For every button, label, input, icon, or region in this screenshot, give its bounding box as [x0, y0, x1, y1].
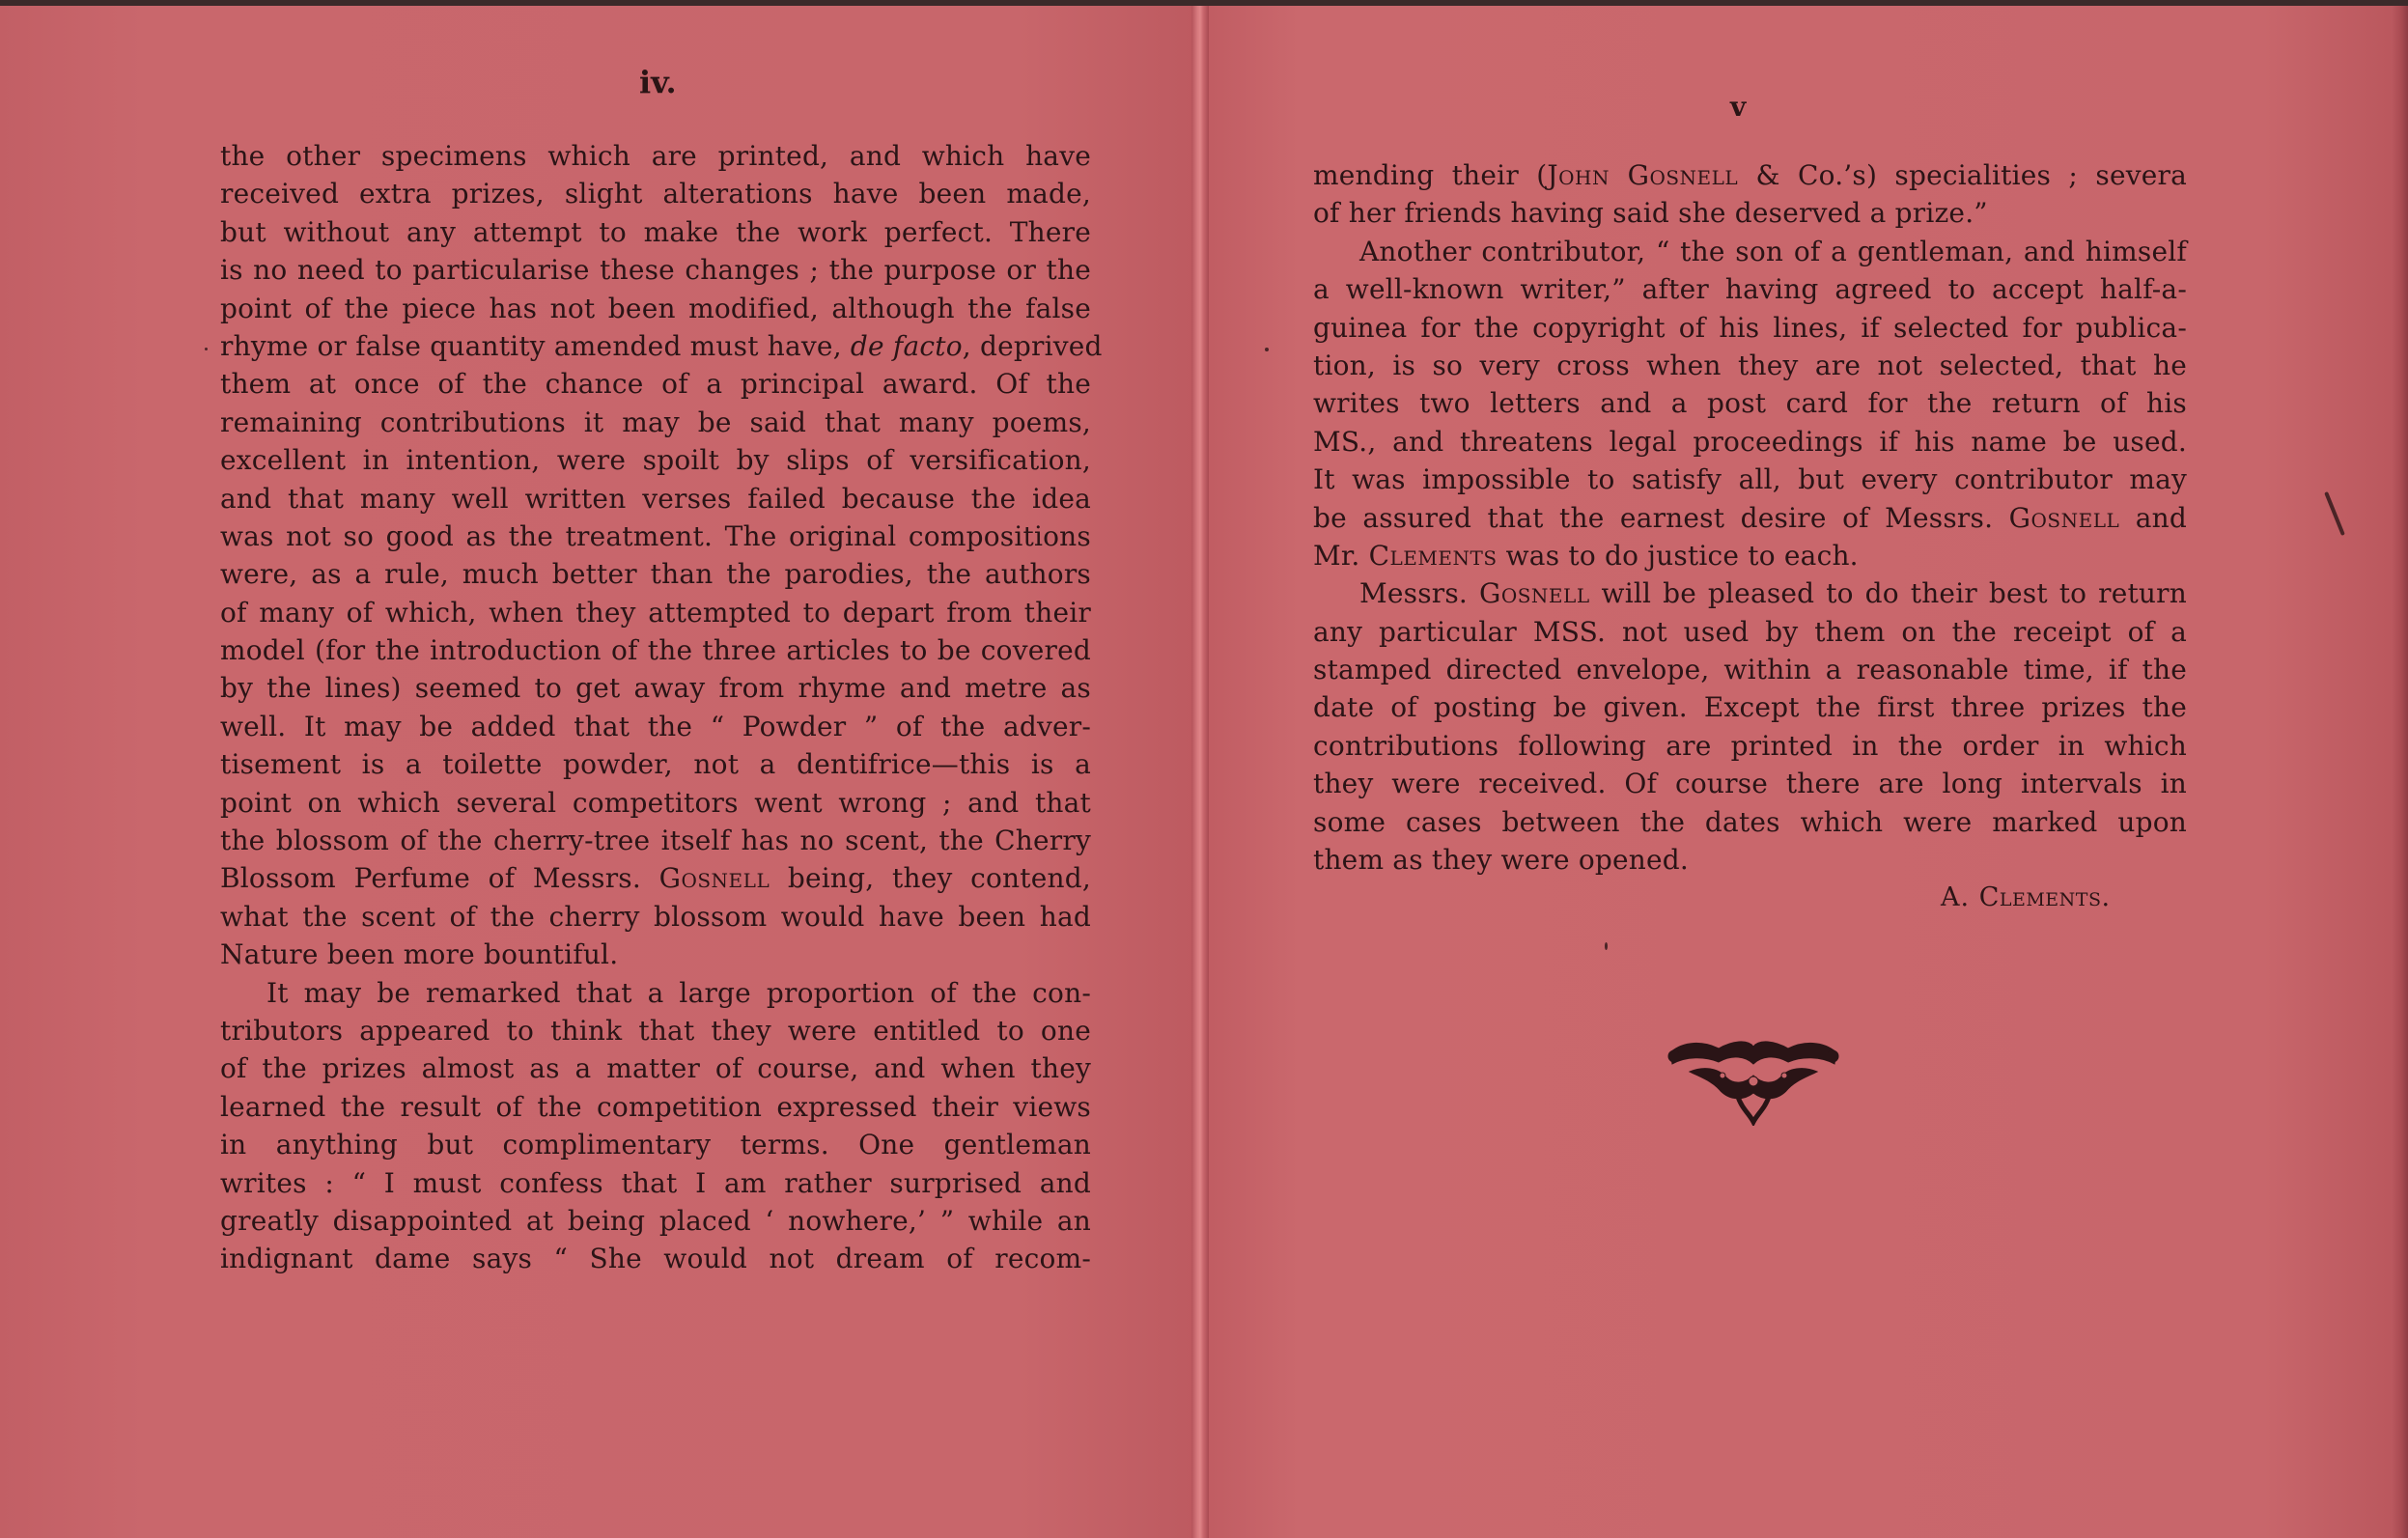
small-caps-name: Clements	[1368, 539, 1498, 572]
text-line: of her friends having said she deserved a prize.”	[1313, 197, 1988, 230]
paper-speck	[1605, 942, 1608, 950]
text-line	[1313, 574, 2187, 612]
text-segment: rhyme or false quantity amended must have,	[220, 329, 842, 362]
text-line: the blossom of the cherry-tree itself has no scent, the Cherry	[220, 825, 1091, 857]
text-line: remaining contributions it may be said that many poems,	[220, 405, 1091, 438]
text-line	[1313, 537, 2187, 574]
text-line: received extra prizes, slight alterations have been made,	[220, 178, 1091, 210]
text-line: any particular MSS. not used by them on the receipt of a	[1313, 615, 2187, 648]
text-line: a well-known writer,” after having agreed to accept half-a-	[1313, 273, 2187, 306]
small-caps-name: Gosnell	[2008, 501, 2120, 534]
text-segment: Mr.	[1313, 539, 1360, 572]
text-line: in anything but complimentary terms. One gentleman	[220, 1129, 1091, 1161]
text-line: model (for the introduction of the three articles to be covered	[220, 634, 1091, 667]
text-line: Another contributor, “ the son of a gentleman, and himself	[1359, 235, 2187, 267]
text-line: was not so good as the treatment. The original compositions	[220, 519, 1091, 552]
text-line: stamped directed envelope, within a reasonable time, if the	[1313, 654, 2187, 686]
text-segment: Blossom Perfume of Messrs.	[220, 862, 641, 895]
text-line: is no need to particularise these changes ; the purpose or the	[220, 254, 1091, 287]
text-line: tisement is a toilette powder, not a dentifrice—this is a	[220, 748, 1091, 781]
text-line: writes : “ I must confess that I am rather surprised and	[220, 1166, 1091, 1199]
text-line: indignant dame says “ She would not dream of recom-	[220, 1243, 1091, 1275]
text-line: greatly disappointed at being placed ‘ nowhere,’ ” while an	[220, 1204, 1091, 1237]
text-line: them as they were opened.	[1313, 844, 1690, 877]
text-line: contributions following are printed in the order in which	[1313, 729, 2187, 762]
text-line: the other specimens which are printed, and which have	[220, 140, 1091, 172]
text-segment: being, they contend,	[770, 862, 1091, 895]
paper-speck	[205, 348, 208, 350]
text-line: writes two letters and a post card for the return of his	[1313, 387, 2187, 420]
signature-initial: A.	[1941, 882, 1971, 912]
text-segment: & Co.’s) specialities ; severa	[1738, 159, 2187, 191]
text-line: guinea for the copyright of his lines, if selected for publica-	[1313, 311, 2187, 344]
text-line: It was impossible to satisfy all, but every contributor may	[1313, 463, 2187, 496]
page-number-left: iv.	[639, 64, 677, 100]
text-line: some cases between the dates which were marked upon	[1313, 805, 2187, 838]
italic-phrase: de facto	[850, 329, 963, 362]
text-line: were, as a rule, much better than the parodies, the authors	[220, 558, 1091, 591]
text-segment: was to do justice to each.	[1497, 539, 1859, 572]
text-line	[1313, 499, 2187, 537]
small-caps-name: John Gosnell	[1547, 159, 1739, 191]
text-segment: mending their (	[1313, 159, 1548, 191]
text-line: tributors appeared to think that they were entitled to one	[220, 1014, 1091, 1047]
text-segment: be assured that the earnest desire of Messrs.	[1313, 501, 1994, 534]
paper-speck	[1265, 348, 1269, 351]
right-page-text	[1313, 156, 2187, 879]
text-line: well. It may be added that the “ Powder ” of the adver-	[220, 710, 1091, 742]
signature-name: Clements.	[1978, 882, 2111, 912]
text-line: point of the piece has not been modified, although the false	[220, 292, 1091, 324]
text-line: them at once of the chance of a principal award. Of the	[220, 368, 1091, 401]
text-line: they were received. Of course there are long intervals in	[1313, 768, 2187, 800]
text-line: date of posting be given. Except the first three prizes the	[1313, 691, 2187, 724]
text-line: point on which several competitors went wrong ; and that	[220, 786, 1091, 819]
text-line: of many of which, when they attempted to depart from their	[220, 596, 1091, 629]
text-line	[1313, 156, 2187, 194]
printer-ornament-icon	[1665, 1037, 1842, 1126]
text-line: It may be remarked that a large proportion of the con-	[266, 976, 1091, 1009]
signature	[1941, 882, 2111, 912]
text-line: what the scent of the cherry blossom would have been had	[220, 900, 1091, 933]
text-line: MS., and threatens legal proceedings if his name be used.	[1313, 425, 2187, 458]
text-line: of the prizes almost as a matter of course, and when they	[220, 1052, 1091, 1085]
small-caps-name: Gosnell	[1478, 577, 1590, 610]
small-caps-name: Gosnell	[658, 862, 770, 895]
text-line	[220, 859, 1091, 897]
right-page-edge	[2391, 0, 2408, 1538]
text-segment: Messrs.	[1359, 577, 1469, 610]
text-line: and that many well written verses failed because the idea	[220, 482, 1091, 515]
top-edge	[0, 0, 2408, 6]
text-line: tion, is so very cross when they are not selected, that he	[1313, 349, 2187, 381]
left-page-text	[220, 137, 1103, 1278]
text-line: learned the result of the competition expressed their views	[220, 1090, 1091, 1123]
text-segment: will be pleased to do their best to return	[1589, 577, 2187, 610]
text-line: excellent in intention, were spoilt by slips of versification,	[220, 444, 1091, 477]
text-segment: and	[2119, 501, 2187, 534]
text-line	[220, 327, 1103, 365]
text-segment: , deprived	[962, 329, 1103, 362]
page-number-right: v	[1730, 91, 1747, 123]
book-gutter	[1191, 0, 1209, 1538]
text-line: but without any attempt to make the work perfect. There	[220, 215, 1091, 248]
text-line: Nature been more bountiful.	[220, 938, 619, 971]
text-line: by the lines) seemed to get away from rhyme and metre as	[220, 672, 1091, 705]
